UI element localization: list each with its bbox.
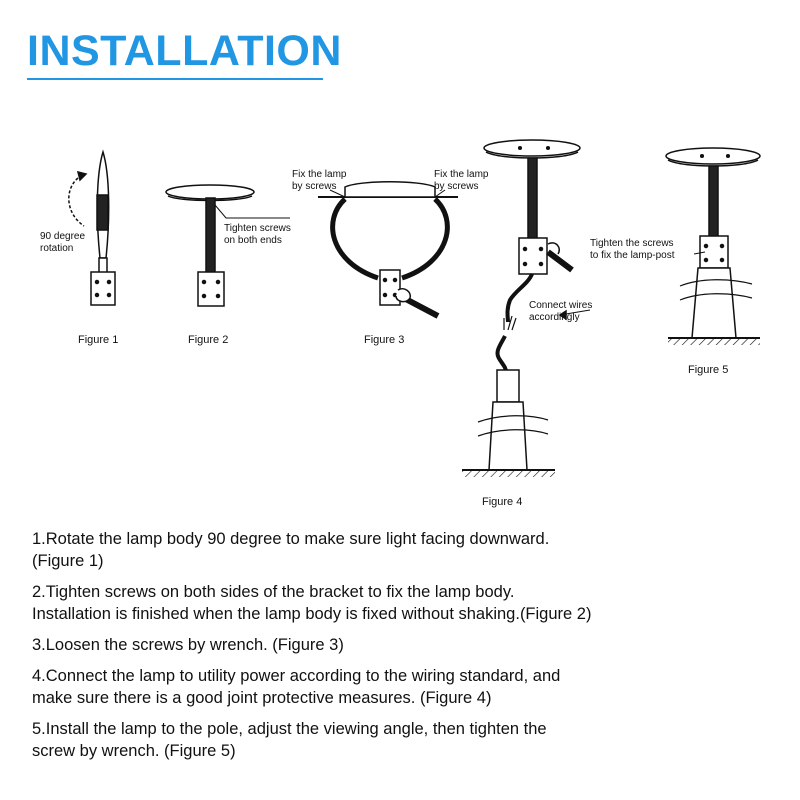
instruction-step-5 bbox=[32, 718, 772, 762]
figure-5-drawing bbox=[666, 148, 760, 345]
instruction-step-1-line-2: (Figure 1) bbox=[32, 552, 104, 570]
instruction-step-5-line-1: 5.Install the lamp to the pole, adjust the viewing angle, then tighten the bbox=[32, 720, 547, 738]
figure-3-caption: Figure 3 bbox=[364, 334, 405, 346]
figure-3-left-label-line-1: Fix the lamp bbox=[292, 169, 347, 180]
instruction-list bbox=[32, 528, 772, 771]
figure-2-caption: Figure 2 bbox=[188, 334, 229, 346]
instruction-step-2-line-2: Installation is finished when the lamp body is fixed without shaking.(Figure 2) bbox=[32, 605, 592, 623]
figure-3-right-label-line-2: by screws bbox=[434, 181, 479, 192]
instruction-step-3 bbox=[32, 634, 772, 656]
instruction-step-2 bbox=[32, 581, 772, 625]
figure-5-caption: Figure 5 bbox=[688, 364, 729, 376]
figure-4-caption: Figure 4 bbox=[482, 496, 523, 508]
page-title: INSTALLATION bbox=[27, 27, 342, 75]
figure-5-label-line-1: Tighten the screws bbox=[590, 238, 674, 249]
figure-1-label-line-1: 90 degree bbox=[40, 231, 86, 242]
figure-2-label-line-2: on both ends bbox=[224, 235, 282, 246]
instruction-step-4-line-2: make sure there is a good joint protective measures. (Figure 4) bbox=[32, 689, 492, 707]
figure-1-label-line-2: rotation bbox=[40, 243, 74, 254]
instruction-step-3-line-1: 3.Loosen the screws by wrench. (Figure 3) bbox=[32, 636, 344, 654]
instruction-step-4 bbox=[32, 665, 772, 709]
figure-5-label-line-2: to fix the lamp-post bbox=[590, 250, 675, 261]
instruction-step-1-line-1: 1.Rotate the lamp body 90 degree to make sure light facing downward. bbox=[32, 530, 550, 548]
figure-3-right-label-line-1: Fix the lamp bbox=[434, 169, 489, 180]
instruction-step-1 bbox=[32, 528, 772, 572]
figure-3-left-label-line-2: by screws bbox=[292, 181, 337, 192]
figure-1-drawing bbox=[69, 152, 115, 305]
figure-4-label-line-2: accordingly bbox=[529, 312, 580, 323]
figure-3-drawing bbox=[318, 182, 458, 316]
figure-2-label-line-1: Tighten screws bbox=[224, 223, 291, 234]
instruction-step-2-line-1: 2.Tighten screws on both sides of the bracket to fix the lamp body. bbox=[32, 583, 515, 601]
instruction-step-5-line-2: screw by wrench. (Figure 5) bbox=[32, 742, 236, 760]
figure-1-caption: Figure 1 bbox=[78, 334, 119, 346]
figure-4-label-line-1: Connect wires bbox=[529, 300, 593, 311]
instruction-step-4-line-1: 4.Connect the lamp to utility power according to the wiring standard, and bbox=[32, 667, 561, 685]
